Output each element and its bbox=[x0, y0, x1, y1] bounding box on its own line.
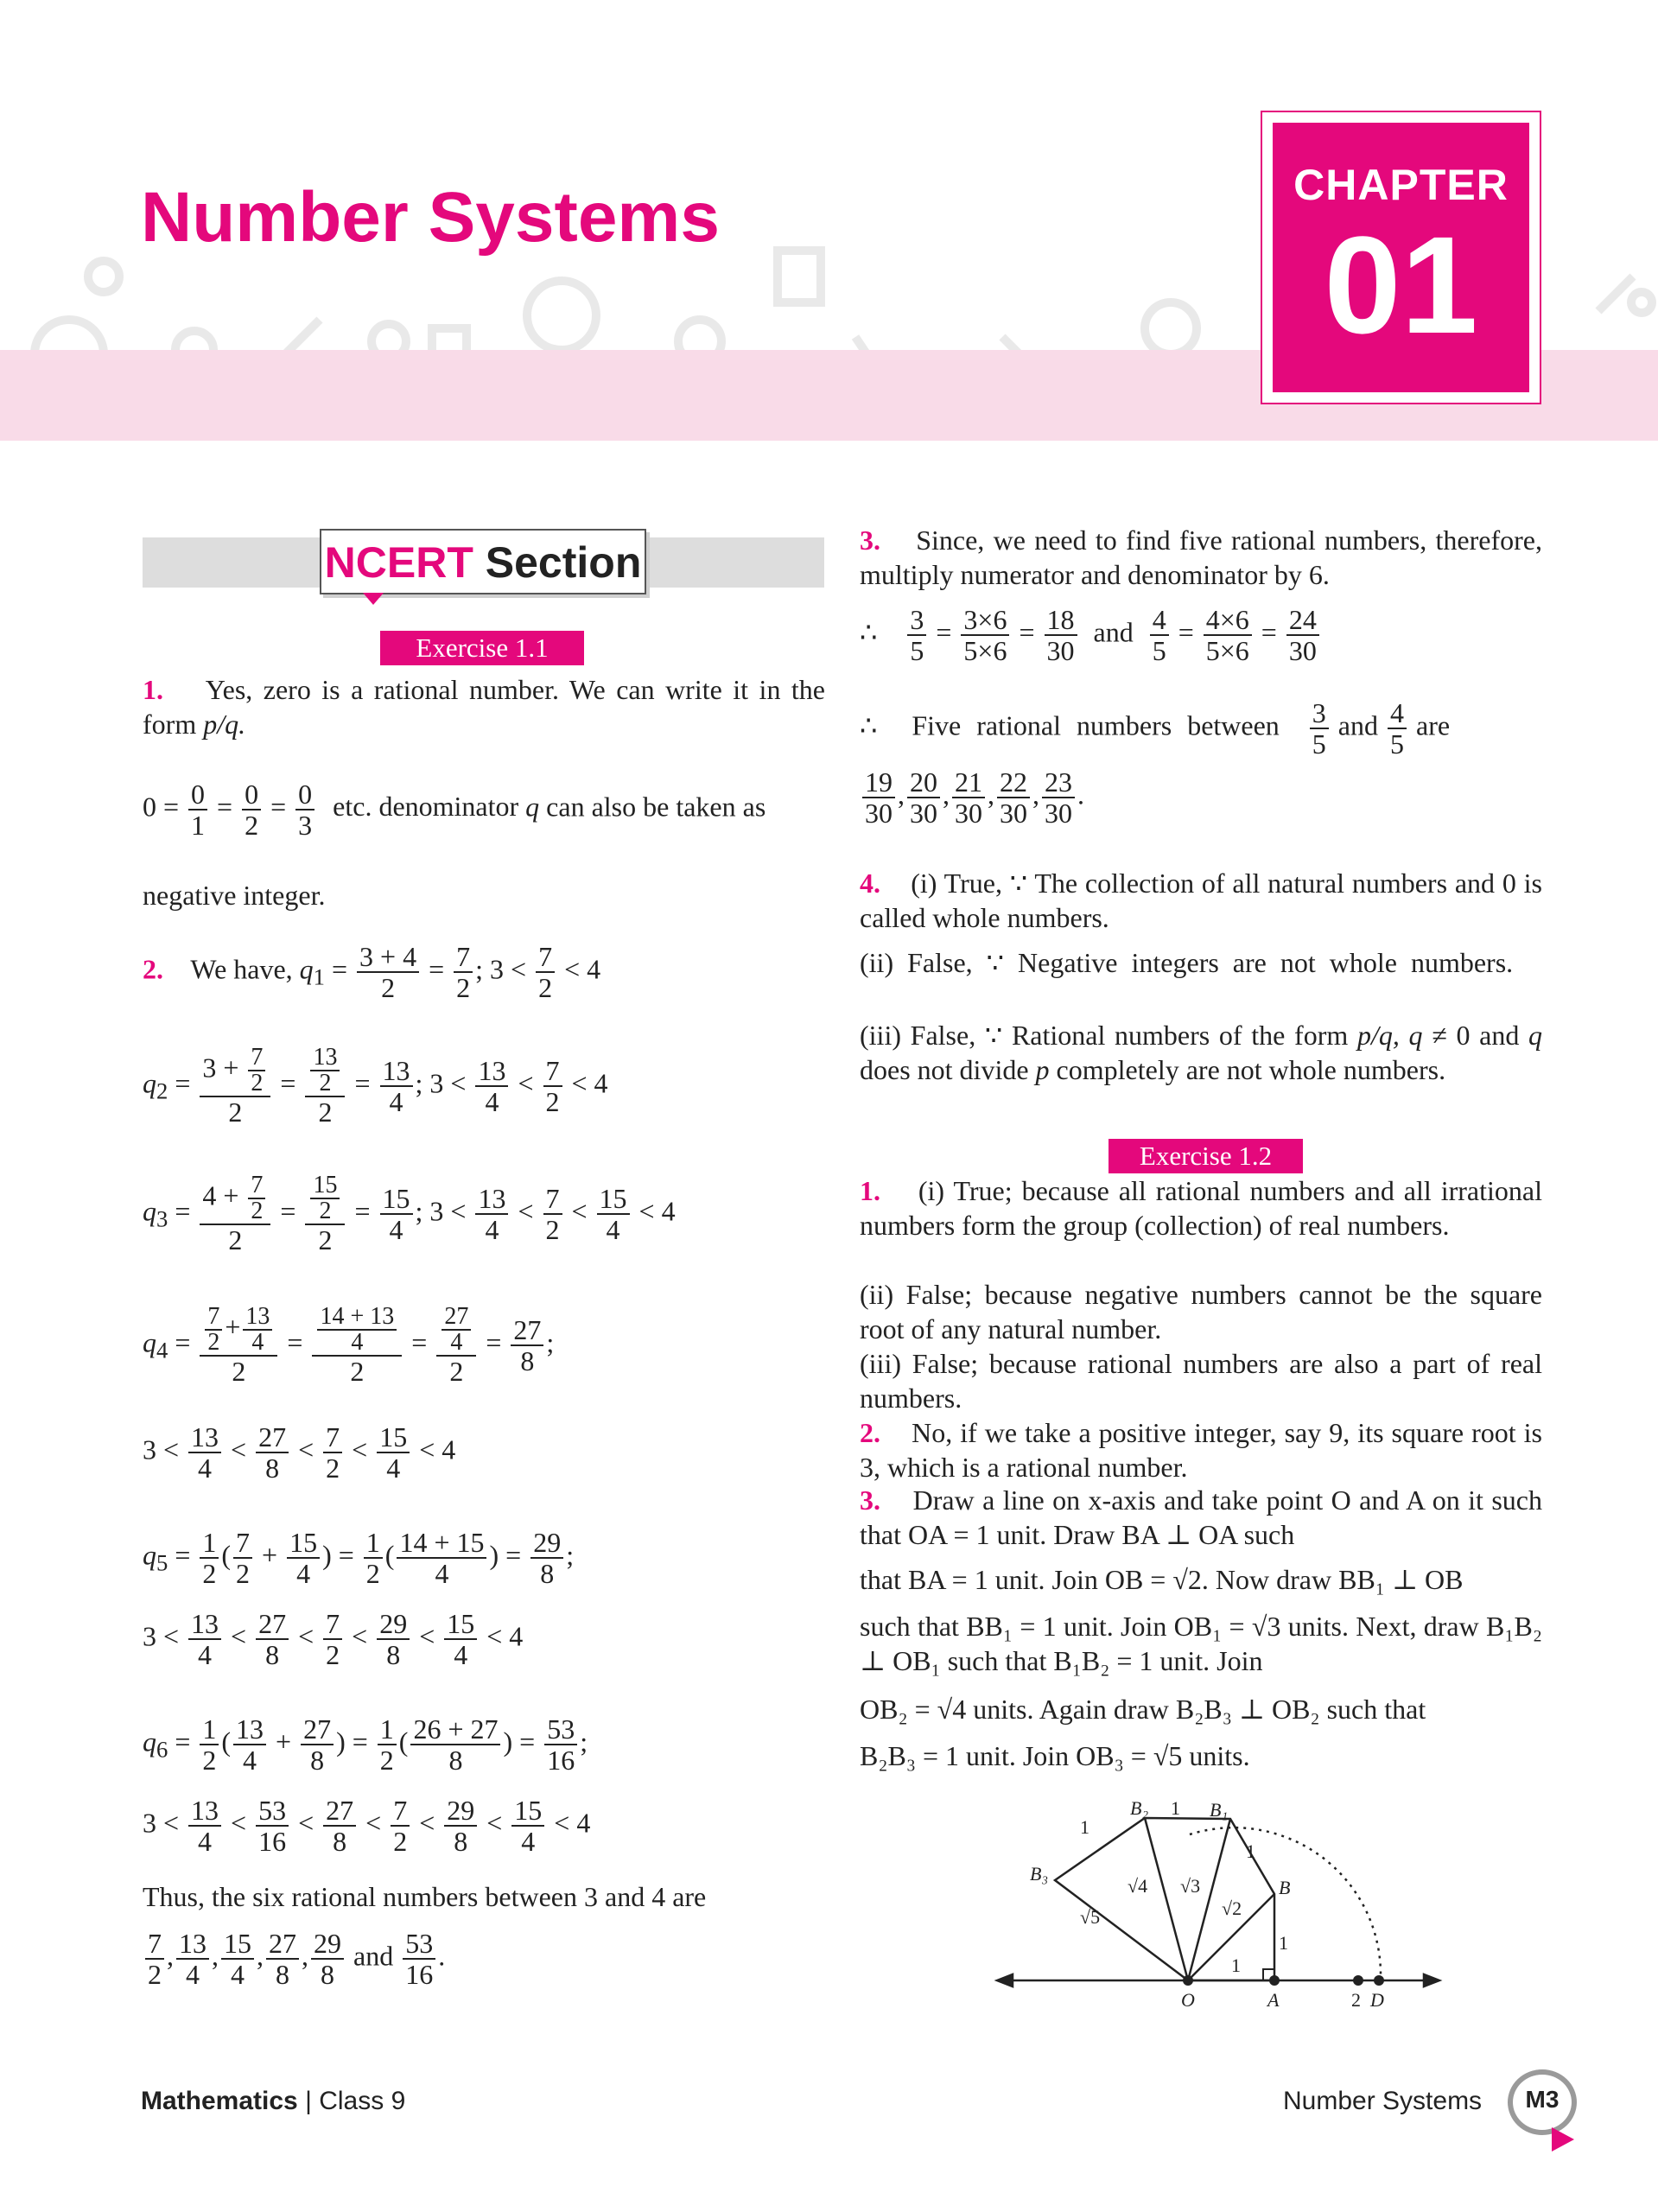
five-rational-line: ∴ Five rational numbers between $\frac{3}{5}$ and $\frac{4}{5}$ are bbox=[860, 697, 1451, 760]
footer-separator: | bbox=[305, 2087, 312, 2115]
footer-subject: Mathematics bbox=[141, 2087, 298, 2115]
OB2 bbox=[1145, 1818, 1188, 1980]
exercise-1-2-heading: Exercise 1.2 bbox=[1109, 1139, 1303, 1173]
answer-2-q1: 2. We have, $q_1$ = $\frac{3 + 4}{2}$ = $\frac{7}{2}$ ; 3 < $\frac{7}{2}$ < 4 bbox=[143, 941, 601, 1003]
ex12-answer-3-line1: Draw a line on x-axis and take point O and A on it such that OA = 1 unit. Draw BA ⊥ OA such bbox=[860, 1484, 1543, 1550]
equation-q4: $q_4$ = $\frac{7}{2}$ + $\frac{13}{4}$ 2 = $\frac{\frac{14 + 13}{4}}{2}$ = $\frac{\frac{27}{4}}{2}$ = $\frac{27}{8}$ ; bbox=[143, 1303, 555, 1387]
ncert-word: NCERT bbox=[324, 538, 473, 587]
inequality-q4: 3 < $\frac{13}{4}$ < $\frac{27}{8}$ < $\frac{7}{2}$ < $\frac{15}{4}$ < 4 bbox=[143, 1421, 456, 1484]
zero-fraction-equation: 0 = $\frac{0}{1}$ = $\frac{0}{2}$ = $\frac{0}{3}$ etc. denominator q can also be taken as bbox=[143, 779, 766, 841]
ex12-answer-3-line2: that BA = 1 unit. Join OB = √2. Now draw BB₁ ⊥ OB bbox=[860, 1564, 1464, 1595]
ex12-answer-3 bbox=[860, 1483, 1542, 1552]
answer-4-iii-rest: completely are not whole numbers. bbox=[1056, 1054, 1446, 1085]
answer-4-iii-q2: q bbox=[1528, 1020, 1543, 1051]
page-number: M3 bbox=[1525, 2086, 1560, 2113]
answer-4-i bbox=[860, 866, 1542, 935]
ex12-answer-3-line3: such that BB₁ = 1 unit. Join OB₁ = √3 units. Next, draw B₁B₂ ⊥ OB₁ such that B₁B₂ = 1 unit. Join bbox=[860, 1611, 1542, 1676]
label-B2: B₂ bbox=[1130, 1797, 1149, 1819]
answer-2-number: 2. bbox=[143, 953, 163, 985]
label-O: O bbox=[1181, 1989, 1195, 2011]
ex12-answer-1-ii: (ii) False; because negative numbers cannot be the square root of any natural number. bbox=[860, 1279, 1542, 1344]
label-D: D bbox=[1370, 1989, 1384, 2011]
footer-chapter: Number Systems bbox=[1283, 2087, 1483, 2115]
ex12-answer-3-line5: B₂B₃ = 1 unit. Join OB₃ = √5 units. bbox=[860, 1740, 1250, 1771]
answer-4-iii-pq: p/q, bbox=[1356, 1020, 1400, 1051]
answer-3-body: Since, we need to find five rational numbers, therefore, multiply numerator and denominator by 6. bbox=[860, 524, 1543, 590]
label-1c: 1 bbox=[1246, 1840, 1255, 1862]
ex12-answer-2-text: No, if we take a positive integer, say 9, its square root is 3, which is a rational number. bbox=[860, 1417, 1543, 1483]
ex12-answer-2 bbox=[860, 1415, 1542, 1484]
equation-multiply-by-6: ∴ $\frac{3}{5}$ = $\frac{3\times 6}{5\times 6}$ = $\frac{18}{30}$ and $\frac{4}{5}$ = $\frac{4\times 6}{5\times 6}$ = $\frac{24}{30}$ bbox=[860, 605, 1322, 665]
equation-q2: $q_2$ = 3 + $\frac{7}{2}$ 2 = $\frac{\frac{13}{2}}{2}$ = $\frac{13}{4}$ ; 3 < $\frac{13}{4}$ < $\frac{7}{2}$ < 4 bbox=[143, 1044, 608, 1128]
answer-1-rest: can also be taken as bbox=[546, 791, 766, 823]
axis-arrow-left bbox=[997, 1974, 1013, 1986]
answer-4-i-text: (i) True, ∵ The collection of all natural numbers and 0 is called whole numbers. bbox=[860, 868, 1543, 933]
footer-class: Class 9 bbox=[319, 2087, 406, 2115]
exercise-1-1-heading: Exercise 1.1 bbox=[380, 631, 584, 665]
page-arrow-icon bbox=[1552, 2127, 1574, 2152]
answer-2-conclusion: Thus, the six rational numbers between 3 and 4 are bbox=[143, 1881, 707, 1912]
label-B: B bbox=[1279, 1877, 1291, 1898]
answer-1-body: Yes, zero is a rational number. We can write it in the form bbox=[143, 674, 826, 740]
label-1e: 1 bbox=[1231, 1955, 1241, 1976]
answer-3-text bbox=[860, 523, 1542, 592]
banner-tail bbox=[363, 593, 384, 605]
label-1b: 1 bbox=[1080, 1816, 1089, 1838]
answer-1-text bbox=[143, 672, 825, 741]
footer-left bbox=[141, 2087, 405, 2116]
label-1d: 1 bbox=[1279, 1932, 1288, 1954]
answer-4-ii: (ii) False, ∵ Negative integers are not whole numbers. bbox=[860, 947, 1514, 978]
inequality-q6: 3 < $\frac{13}{4}$ < $\frac{53}{16}$ < $\frac{27}{8}$ < $\frac{7}{2}$ < $\frac{29}{8}$ < $\frac{15}{4}$ < 4 bbox=[143, 1795, 591, 1857]
axis-arrow-right bbox=[1424, 1974, 1439, 1986]
answer-4-iii-p: p bbox=[1035, 1054, 1050, 1085]
point-A bbox=[1269, 1975, 1280, 1986]
label-1a: 1 bbox=[1171, 1797, 1180, 1819]
answer-1-etc: etc. denominator bbox=[333, 791, 519, 823]
ex12-answer-1-number: 1. bbox=[860, 1175, 880, 1206]
therefore-sign-2: ∴ bbox=[860, 709, 878, 741]
six-rational-numbers: $\frac{7}{2}$ , $\frac{13}{4}$ , $\frac{15}{4}$ , $\frac{27}{8}$ , $\frac{29}{8}$ and $\frac{53}{16}$ . bbox=[143, 1929, 445, 1989]
answer-4-iii-neq: ≠ 0 and bbox=[1432, 1020, 1520, 1051]
therefore-sign: ∴ bbox=[860, 616, 878, 648]
ncert-section-heading bbox=[320, 537, 646, 588]
point-2 bbox=[1353, 1975, 1363, 1986]
answer-2-text: We have, bbox=[190, 953, 293, 985]
ex12-answer-3-line4: OB₂ = √4 units. Again draw B₂B₃ ⊥ OB₂ such that bbox=[860, 1694, 1426, 1725]
five-rational-numbers: $\frac{19}{30}$ , $\frac{20}{30}$ , $\frac{21}{30}$ , $\frac{22}{30}$ , $\frac{23}{30}$ . bbox=[860, 767, 1084, 828]
label-A: A bbox=[1267, 1989, 1280, 2011]
equation-q3: $q_3$ = 4 + $\frac{7}{2}$ 2 = $\frac{\frac{15}{2}}{2}$ = $\frac{15}{4}$ ; 3 < $\frac{13}{4}$ < $\frac{7}{2}$ < $\frac{15}{4}$ < 4 bbox=[143, 1172, 676, 1255]
square-root-spiral-diagram bbox=[994, 1789, 1443, 2022]
inequality-q5: 3 < $\frac{13}{4}$ < $\frac{27}{8}$ < $\frac{7}{2}$ < $\frac{29}{8}$ < $\frac{15}{4}$ < 4 bbox=[143, 1608, 524, 1670]
point-D bbox=[1374, 1975, 1384, 1986]
label-sqrt4: √4 bbox=[1128, 1875, 1148, 1897]
chapter-number: 01 bbox=[1324, 207, 1478, 362]
answer-1-q: q bbox=[525, 791, 540, 823]
answer-1-number: 1. bbox=[143, 674, 163, 705]
label-sqrt5: √5 bbox=[1080, 1906, 1101, 1928]
five-rational-text: Five rational numbers between bbox=[912, 709, 1280, 741]
and-word: and bbox=[353, 1940, 394, 1972]
answer-1-pq: p/q. bbox=[203, 709, 246, 740]
answer-4-iii-divide: does not divide bbox=[860, 1054, 1029, 1085]
label-B1: B₁ bbox=[1210, 1799, 1229, 1821]
label-sqrt2: √2 bbox=[1222, 1897, 1242, 1919]
label-2: 2 bbox=[1351, 1989, 1361, 2011]
answer-4-iii-q1: q bbox=[1408, 1020, 1423, 1051]
equation-q6: $q_6$ = $\frac{1}{2}$ ( $\frac{13}{4}$ + $\frac{27}{8}$ ) = $\frac{1}{2}$ ( $\frac{26 + 27}{8}$ ) = $\frac{53}{16}$ ; bbox=[143, 1713, 588, 1776]
answer-4-number: 4. bbox=[860, 868, 880, 899]
ex12-answer-3-number: 3. bbox=[860, 1484, 880, 1516]
answer-4-iii bbox=[860, 1018, 1542, 1087]
point-O bbox=[1183, 1975, 1193, 1986]
ex12-answer-1-iii: (iii) False; because rational numbers are also a part of real numbers. bbox=[860, 1348, 1542, 1414]
chapter-label: CHAPTER bbox=[1293, 161, 1509, 209]
answer-3-number: 3. bbox=[860, 524, 880, 556]
label-B3: B₃ bbox=[1030, 1863, 1049, 1885]
equation-q5: $q_5$ = $\frac{1}{2}$ ( $\frac{7}{2}$ + $\frac{15}{4}$ ) = $\frac{1}{2}$ ( $\frac{14 + 15}{4}$ ) = $\frac{29}{8}$ ; bbox=[143, 1527, 575, 1589]
ex12-answer-1-i bbox=[860, 1173, 1542, 1243]
ex12-answer-1-i-text: (i) True; because all rational numbers and all irrational numbers form the group (collection) of real numbers. bbox=[860, 1175, 1543, 1241]
section-word: Section bbox=[485, 538, 642, 587]
chapter-title: Number Systems bbox=[141, 178, 720, 257]
ex12-answer-2-number: 2. bbox=[860, 1417, 880, 1448]
are-word: are bbox=[1416, 709, 1451, 741]
label-sqrt3: √3 bbox=[1180, 1875, 1201, 1897]
answer-1-negative: negative integer. bbox=[143, 880, 326, 911]
answer-4-iii-a: (iii) False, ∵ Rational numbers of the form bbox=[860, 1020, 1349, 1051]
